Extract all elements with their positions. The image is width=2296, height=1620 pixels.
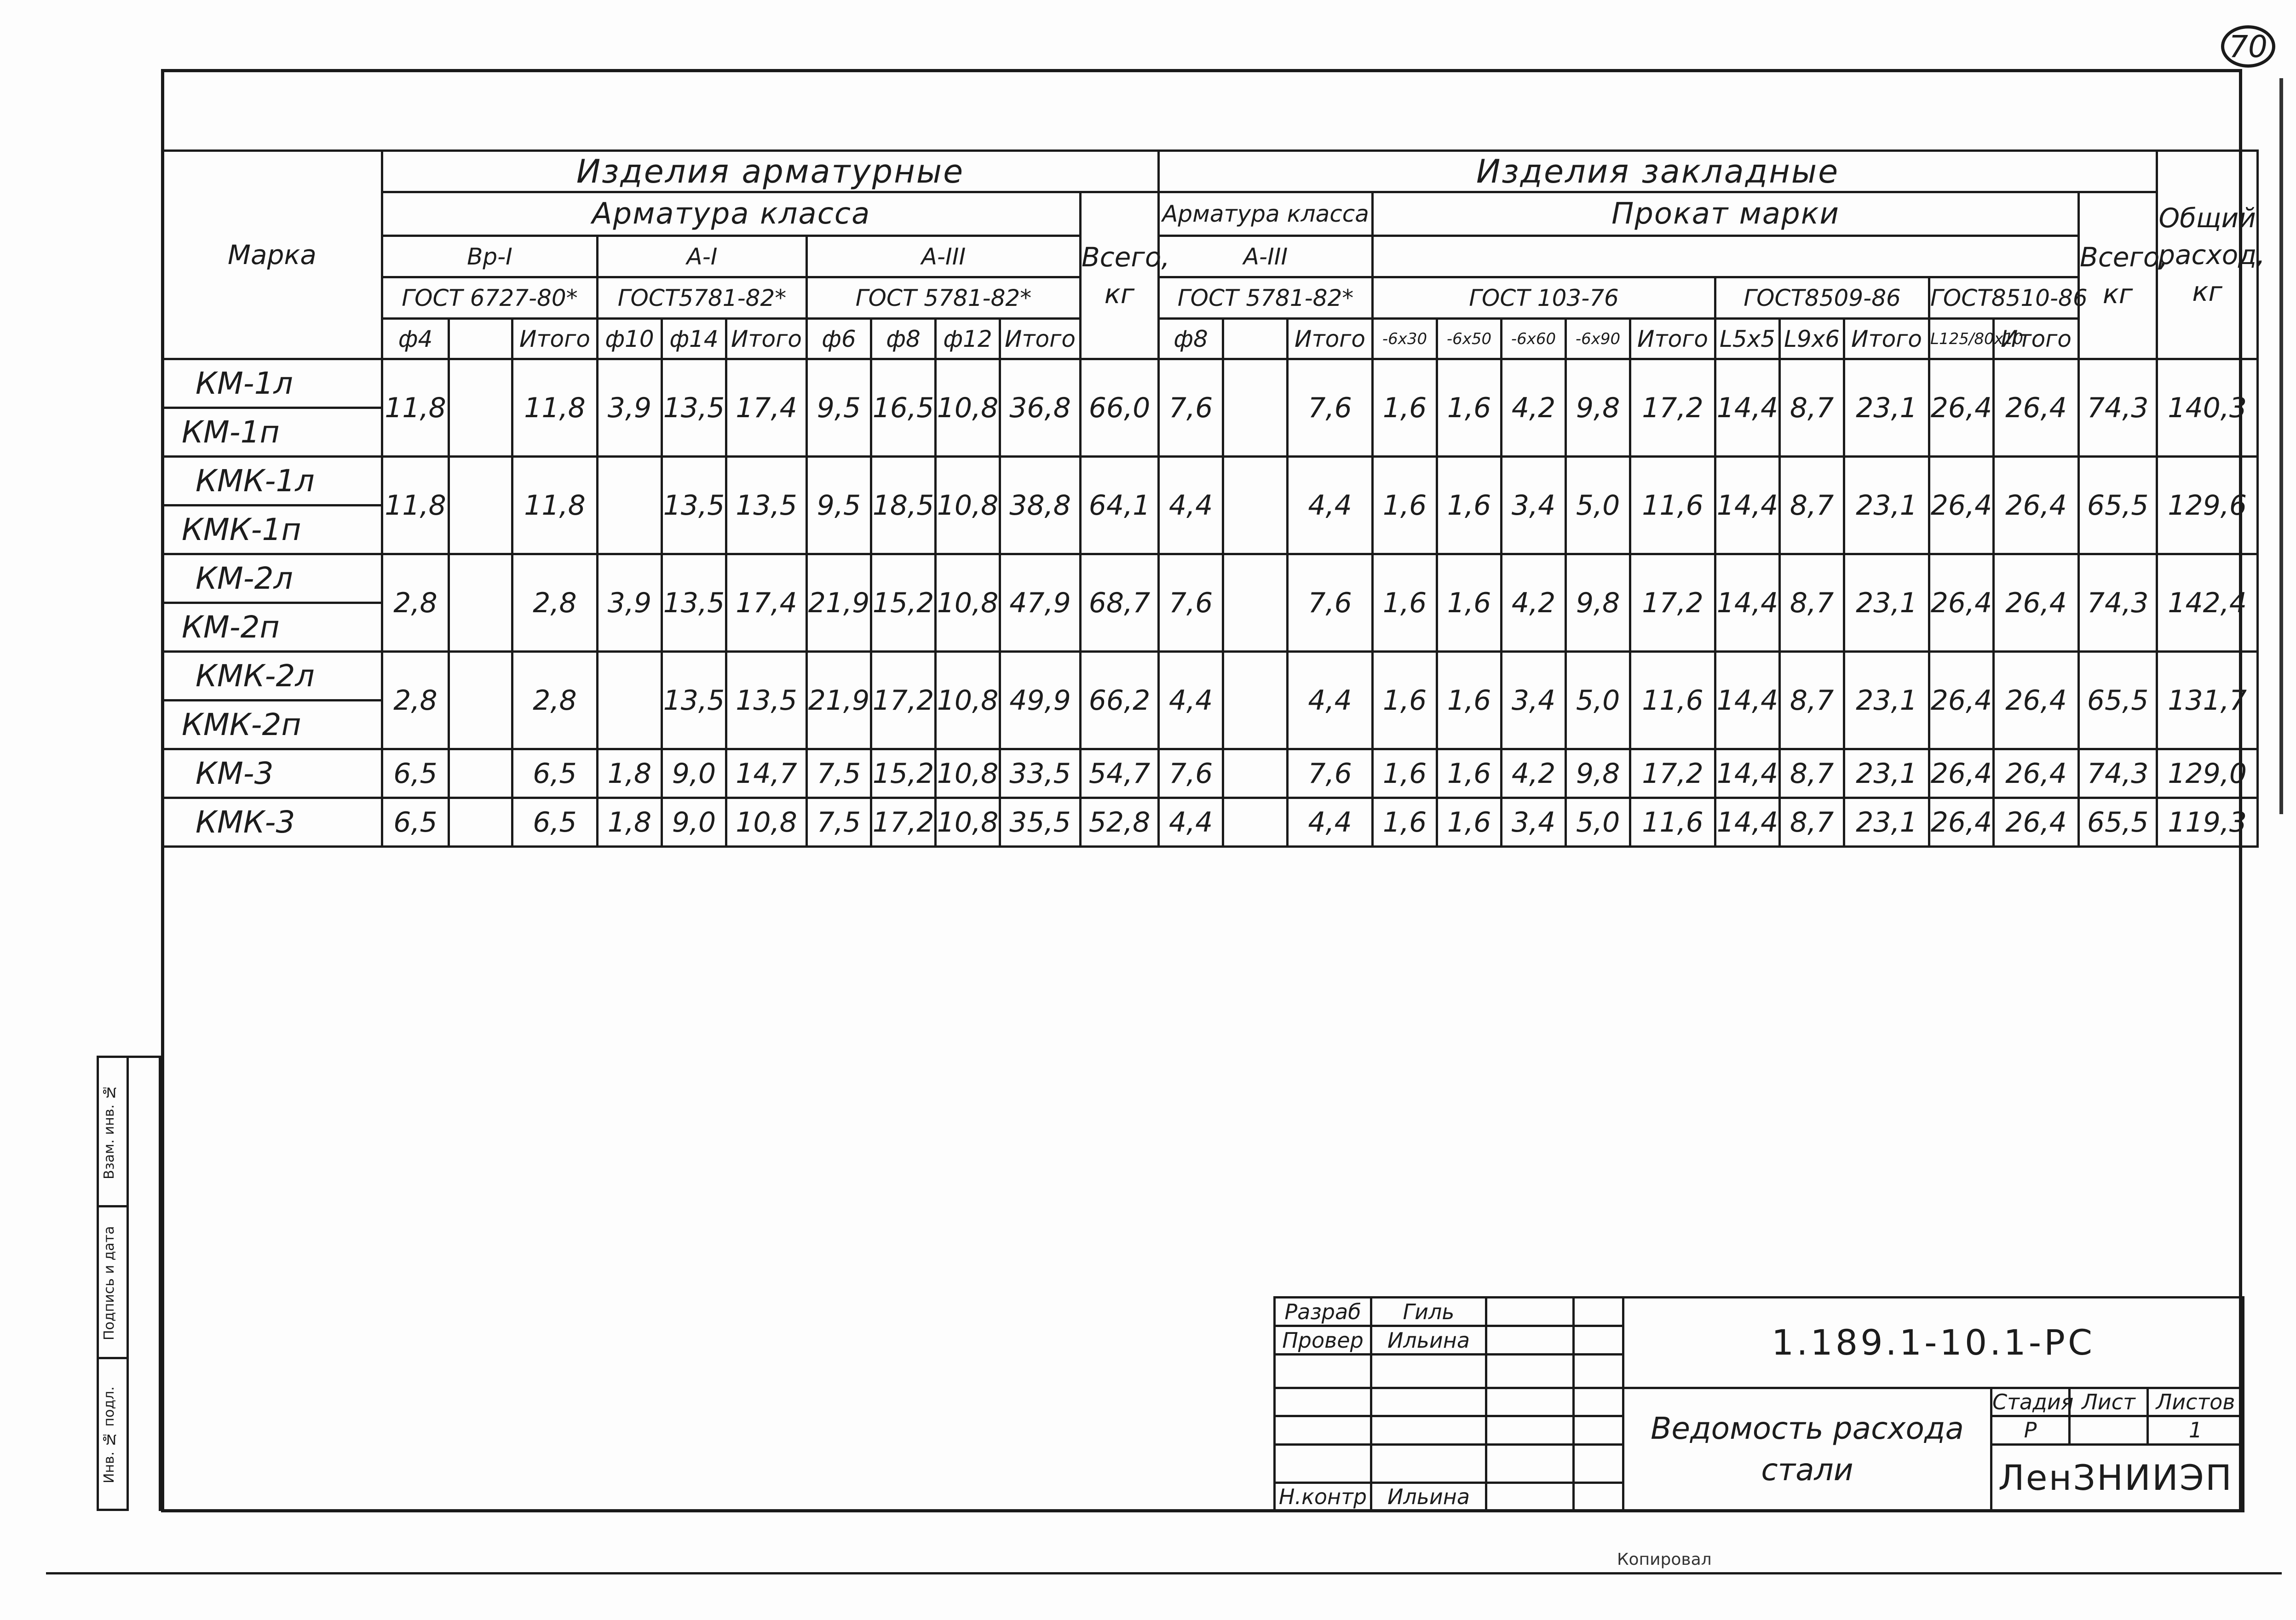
mark-cell: КМ-2л <box>162 554 382 603</box>
document-designation: 1.189.1-10.1-РС <box>1623 1298 2244 1388</box>
value-cell: 3,9 <box>598 554 662 652</box>
mark-cell: КМК-3 <box>162 798 382 847</box>
name-cell: Ильина <box>1371 1326 1486 1355</box>
value-cell: 21,9 <box>807 652 871 749</box>
table-row <box>162 457 2258 506</box>
sub-header-cell <box>1223 319 1288 359</box>
value-cell: 140,3 <box>2157 359 2258 457</box>
sheets-value: 1 <box>2148 1416 2244 1444</box>
signature-cell <box>1486 1388 1574 1416</box>
value-cell: 21,9 <box>807 554 871 652</box>
date-cell <box>1574 1326 1623 1355</box>
value-cell: 129,0 <box>2157 749 2258 798</box>
value-cell <box>449 652 512 749</box>
value-cell: 4,4 <box>1159 457 1223 554</box>
value-cell: 17,2 <box>871 652 936 749</box>
value-cell: 66,2 <box>1081 652 1159 749</box>
gost-6727: ГОСТ 6727-80* <box>382 277 598 319</box>
value-cell: 26,4 <box>1929 359 1994 457</box>
value-cell: 7,6 <box>1288 359 1373 457</box>
value-cell: 15,2 <box>871 554 936 652</box>
date-cell <box>1574 1482 1623 1511</box>
rebar-class-header: Арматура класса <box>382 192 1081 236</box>
gost-5781-a: ГОСТ5781-82* <box>598 277 807 319</box>
value-cell: 11,8 <box>382 457 449 554</box>
value-cell: 6,5 <box>512 749 598 798</box>
value-cell: 13,5 <box>662 457 726 554</box>
value-cell: 68,7 <box>1081 554 1159 652</box>
class-vr1: Вр-I <box>382 236 598 277</box>
value-cell: 35,5 <box>1000 798 1081 847</box>
mark-header: Марка <box>162 151 382 359</box>
value-cell: 65,5 <box>2079 798 2157 847</box>
stage-value: Р <box>1991 1416 2070 1444</box>
value-cell: 131,7 <box>2157 652 2258 749</box>
sub-header-cell: Итого <box>726 319 807 359</box>
value-cell: 52,8 <box>1081 798 1159 847</box>
value-cell: 11,8 <box>512 359 598 457</box>
value-cell: 2,8 <box>512 554 598 652</box>
value-cell: 9,5 <box>807 457 871 554</box>
value-cell: 26,4 <box>1994 457 2079 554</box>
value-cell: 8,7 <box>1780 652 1844 749</box>
role-cell <box>1275 1355 1371 1388</box>
value-cell: 14,4 <box>1715 749 1780 798</box>
side-stamp-cell <box>97 1359 129 1511</box>
table-row <box>162 359 2258 408</box>
value-cell: 3,9 <box>598 359 662 457</box>
value-cell: 7,6 <box>1159 749 1223 798</box>
value-cell: 9,8 <box>1566 554 1630 652</box>
role-cell <box>1275 1388 1371 1416</box>
gost-103: ГОСТ 103-76 <box>1373 277 1715 319</box>
value-cell: 10,8 <box>936 652 1000 749</box>
value-cell: 11,6 <box>1630 652 1715 749</box>
side-stamp-cell <box>97 1056 129 1207</box>
sub-header-cell: Итого <box>1994 319 2079 359</box>
signature-cell <box>1486 1482 1574 1511</box>
embedded-total-kg-header: Всего, кг <box>2079 192 2157 359</box>
value-cell: 1,6 <box>1437 457 1502 554</box>
value-cell: 14,4 <box>1715 798 1780 847</box>
value-cell: 26,4 <box>1994 554 2079 652</box>
value-cell: 10,8 <box>936 798 1000 847</box>
value-cell <box>598 457 662 554</box>
value-cell: 1,8 <box>598 749 662 798</box>
sub-header-cell: ф6 <box>807 319 871 359</box>
sub-header-cell: -6х90 <box>1566 319 1630 359</box>
date-cell <box>1574 1444 1623 1482</box>
side-stamp <box>97 1056 161 1511</box>
value-cell: 74,3 <box>2079 359 2157 457</box>
sub-header-cell: -6х30 <box>1373 319 1437 359</box>
value-cell: 47,9 <box>1000 554 1081 652</box>
value-cell: 1,6 <box>1373 749 1437 798</box>
value-cell: 66,0 <box>1081 359 1159 457</box>
value-cell: 4,4 <box>1159 652 1223 749</box>
class-a1: А-I <box>598 236 807 277</box>
copied-by-label: Копировал <box>1617 1550 1712 1569</box>
value-cell: 1,6 <box>1373 652 1437 749</box>
value-cell: 1,6 <box>1373 457 1437 554</box>
value-cell <box>1223 798 1288 847</box>
table-row <box>162 749 2258 798</box>
gost-8510: ГОСТ8510-86 <box>1929 277 2079 319</box>
rebar-products-header: Изделия арматурные <box>382 151 1159 192</box>
value-cell: 49,9 <box>1000 652 1081 749</box>
value-cell: 9,5 <box>807 359 871 457</box>
name-cell <box>1371 1416 1486 1444</box>
document-title: Ведомость расхода стали <box>1623 1388 1991 1511</box>
role-cell <box>1275 1416 1371 1444</box>
value-cell: 7,6 <box>1288 554 1373 652</box>
value-cell: 1,6 <box>1373 359 1437 457</box>
value-cell: 10,8 <box>936 457 1000 554</box>
table-row <box>162 652 2258 701</box>
value-cell: 26,4 <box>1994 749 2079 798</box>
value-cell: 5,0 <box>1566 652 1630 749</box>
value-cell <box>598 652 662 749</box>
value-cell: 4,4 <box>1159 798 1223 847</box>
value-cell: 13,5 <box>726 652 807 749</box>
value-cell: 33,5 <box>1000 749 1081 798</box>
value-cell: 26,4 <box>1994 652 2079 749</box>
value-cell: 1,6 <box>1373 554 1437 652</box>
sub-header-cell: L5х5 <box>1715 319 1780 359</box>
value-cell: 17,2 <box>1630 359 1715 457</box>
value-cell <box>449 359 512 457</box>
sheet-value <box>2070 1416 2148 1444</box>
stage-label: Стадия <box>1991 1388 2070 1416</box>
value-cell: 14,4 <box>1715 652 1780 749</box>
signature-row <box>1275 1298 2244 1326</box>
value-cell: 74,3 <box>2079 749 2157 798</box>
mark-cell: КМК-1п <box>162 506 382 554</box>
inventory-number-label: Инв. № подл. <box>101 1386 117 1484</box>
class-a3-embedded: А-III <box>1159 236 1373 277</box>
sub-header-cell: Итого <box>1000 319 1081 359</box>
sheet-label: Лист <box>2070 1388 2148 1416</box>
value-cell: 9,0 <box>662 798 726 847</box>
value-cell: 14,4 <box>1715 457 1780 554</box>
class-a3: А-III <box>807 236 1081 277</box>
value-cell: 5,0 <box>1566 798 1630 847</box>
value-cell: 11,6 <box>1630 798 1715 847</box>
value-cell: 26,4 <box>1929 798 1994 847</box>
value-cell: 64,1 <box>1081 457 1159 554</box>
value-cell: 8,7 <box>1780 457 1844 554</box>
sub-header-cell: Итого <box>1630 319 1715 359</box>
sub-header-cell: L125/80х10 <box>1929 319 1994 359</box>
name-cell: Ильина <box>1371 1482 1486 1511</box>
sub-header-cell: ф8 <box>871 319 936 359</box>
value-cell: 7,5 <box>807 798 871 847</box>
value-cell: 1,8 <box>598 798 662 847</box>
value-cell: 26,4 <box>1994 359 2079 457</box>
mark-cell: КМК-2п <box>162 701 382 749</box>
page-number: 70 <box>2221 25 2275 68</box>
title-block <box>1273 1296 2244 1512</box>
value-cell: 6,5 <box>512 798 598 847</box>
value-cell: 7,6 <box>1288 749 1373 798</box>
date-cell <box>1574 1298 1623 1326</box>
value-cell <box>449 749 512 798</box>
value-cell: 2,8 <box>512 652 598 749</box>
mark-cell: КМК-1л <box>162 457 382 506</box>
value-cell: 15,2 <box>871 749 936 798</box>
value-cell: 23,1 <box>1844 749 1929 798</box>
signature-cell <box>1486 1416 1574 1444</box>
name-cell <box>1371 1355 1486 1388</box>
embedded-rebar-class-header: Арматура класса <box>1159 192 1373 236</box>
value-cell: 8,7 <box>1780 554 1844 652</box>
sub-header-cell: Итого <box>512 319 598 359</box>
value-cell: 11,6 <box>1630 457 1715 554</box>
mark-cell: КМ-3 <box>162 749 382 798</box>
sub-header-cell: ф8 <box>1159 319 1223 359</box>
steel-consumption-table <box>161 149 2265 848</box>
value-cell: 8,7 <box>1780 359 1844 457</box>
name-cell <box>1371 1388 1486 1416</box>
date-cell <box>1574 1355 1623 1388</box>
value-cell: 119,3 <box>2157 798 2258 847</box>
gost-5781-b: ГОСТ 5781-82* <box>807 277 1081 319</box>
replacement-inventory-label: Взам. инв. № <box>101 1084 117 1179</box>
mark-cell: КМ-1л <box>162 359 382 408</box>
name-cell <box>1371 1444 1486 1482</box>
value-cell: 54,7 <box>1081 749 1159 798</box>
value-cell: 6,5 <box>382 798 449 847</box>
value-cell: 13,5 <box>662 554 726 652</box>
value-cell: 4,2 <box>1502 749 1566 798</box>
value-cell: 26,4 <box>1929 749 1994 798</box>
date-cell <box>1574 1388 1623 1416</box>
value-cell <box>449 457 512 554</box>
mark-cell: КМК-2л <box>162 652 382 701</box>
value-cell: 26,4 <box>1929 457 1994 554</box>
value-cell: 23,1 <box>1844 554 1929 652</box>
value-cell: 13,5 <box>726 457 807 554</box>
value-cell: 3,4 <box>1502 652 1566 749</box>
value-cell: 6,5 <box>382 749 449 798</box>
value-cell: 4,2 <box>1502 359 1566 457</box>
value-cell: 10,8 <box>936 749 1000 798</box>
value-cell: 142,4 <box>2157 554 2258 652</box>
value-cell: 1,6 <box>1437 749 1502 798</box>
value-cell: 26,4 <box>1929 554 1994 652</box>
sheet-edge-mark <box>2279 78 2283 814</box>
value-cell: 3,4 <box>1502 457 1566 554</box>
value-cell: 9,8 <box>1566 359 1630 457</box>
value-cell: 1,6 <box>1437 359 1502 457</box>
rolled-brand-header: Прокат марки <box>1373 192 2079 236</box>
value-cell: 1,6 <box>1437 554 1502 652</box>
trim-line <box>46 1572 2282 1574</box>
value-cell: 16,5 <box>871 359 936 457</box>
sub-header-cell: Итого <box>1288 319 1373 359</box>
value-cell: 17,4 <box>726 554 807 652</box>
signature-cell <box>1486 1326 1574 1355</box>
value-cell: 10,8 <box>936 554 1000 652</box>
embedded-products-header: Изделия закладные <box>1159 151 2157 192</box>
side-stamp-cell <box>97 1207 129 1359</box>
value-cell: 23,1 <box>1844 652 1929 749</box>
value-cell <box>1223 554 1288 652</box>
sub-header-cell: -6х50 <box>1437 319 1502 359</box>
value-cell: 2,8 <box>382 652 449 749</box>
value-cell: 17,4 <box>726 359 807 457</box>
sub-header-cell <box>449 319 512 359</box>
value-cell: 4,4 <box>1288 652 1373 749</box>
value-cell: 7,5 <box>807 749 871 798</box>
value-cell: 26,4 <box>1994 798 2079 847</box>
value-cell: 17,2 <box>871 798 936 847</box>
value-cell: 17,2 <box>1630 749 1715 798</box>
sub-header-cell: ф12 <box>936 319 1000 359</box>
value-cell: 1,6 <box>1437 798 1502 847</box>
value-cell: 4,4 <box>1288 798 1373 847</box>
value-cell: 14,7 <box>726 749 807 798</box>
value-cell: 3,4 <box>1502 798 1566 847</box>
organization-name: ЛенЗНИИЭП <box>1991 1444 2244 1511</box>
value-cell: 8,7 <box>1780 798 1844 847</box>
value-cell: 7,6 <box>1159 359 1223 457</box>
value-cell: 7,6 <box>1159 554 1223 652</box>
name-cell: Гиль <box>1371 1298 1486 1326</box>
value-cell <box>1223 652 1288 749</box>
value-cell <box>449 798 512 847</box>
date-cell <box>1574 1416 1623 1444</box>
role-cell: Разраб <box>1275 1298 1371 1326</box>
value-cell: 38,8 <box>1000 457 1081 554</box>
value-cell: 26,4 <box>1929 652 1994 749</box>
value-cell: 4,4 <box>1288 457 1373 554</box>
value-cell: 129,6 <box>2157 457 2258 554</box>
table-row <box>162 798 2258 847</box>
sub-header-cell: Итого <box>1844 319 1929 359</box>
value-cell: 17,2 <box>1630 554 1715 652</box>
value-cell: 4,2 <box>1502 554 1566 652</box>
value-cell: 65,5 <box>2079 457 2157 554</box>
value-cell <box>449 554 512 652</box>
value-cell: 18,5 <box>871 457 936 554</box>
rolled-spacer <box>1373 236 2079 277</box>
value-cell: 23,1 <box>1844 457 1929 554</box>
value-cell: 2,8 <box>382 554 449 652</box>
role-cell: Провер <box>1275 1326 1371 1355</box>
value-cell: 9,0 <box>662 749 726 798</box>
sub-header-cell: ф14 <box>662 319 726 359</box>
value-cell: 65,5 <box>2079 652 2157 749</box>
mark-cell: КМ-2п <box>162 603 382 652</box>
signature-row <box>1275 1388 2244 1416</box>
signature-cell <box>1486 1355 1574 1388</box>
signature-cell <box>1486 1298 1574 1326</box>
value-cell: 13,5 <box>662 652 726 749</box>
sub-header-cell: -6х60 <box>1502 319 1566 359</box>
value-cell: 10,8 <box>936 359 1000 457</box>
overall-consumption-header: Общий расход, кг <box>2157 151 2258 359</box>
sub-header-cell: ф4 <box>382 319 449 359</box>
value-cell: 1,6 <box>1373 798 1437 847</box>
gost-8509: ГОСТ8509-86 <box>1715 277 1929 319</box>
value-cell: 11,8 <box>382 359 449 457</box>
value-cell: 36,8 <box>1000 359 1081 457</box>
value-cell: 1,6 <box>1437 652 1502 749</box>
role-cell <box>1275 1444 1371 1482</box>
value-cell <box>1223 359 1288 457</box>
table-row <box>162 554 2258 603</box>
value-cell: 10,8 <box>726 798 807 847</box>
value-cell <box>1223 749 1288 798</box>
value-cell <box>1223 457 1288 554</box>
value-cell: 23,1 <box>1844 798 1929 847</box>
side-stamp-value-column <box>129 1056 161 1511</box>
subheader-row <box>162 319 2258 359</box>
sub-header-cell: L9х6 <box>1780 319 1844 359</box>
value-cell: 14,4 <box>1715 554 1780 652</box>
value-cell: 11,8 <box>512 457 598 554</box>
value-cell: 8,7 <box>1780 749 1844 798</box>
value-cell: 23,1 <box>1844 359 1929 457</box>
signature-cell <box>1486 1444 1574 1482</box>
role-cell: Н.контр <box>1275 1482 1371 1511</box>
value-cell: 5,0 <box>1566 457 1630 554</box>
value-cell: 74,3 <box>2079 554 2157 652</box>
rebar-total-kg-header: Всего, кг <box>1081 192 1159 359</box>
mark-cell: КМ-1п <box>162 408 382 457</box>
value-cell: 9,8 <box>1566 749 1630 798</box>
sub-header-cell: ф10 <box>598 319 662 359</box>
signature-date-label: Подпись и дата <box>101 1226 117 1341</box>
value-cell: 13,5 <box>662 359 726 457</box>
sheets-label: Листов <box>2148 1388 2244 1416</box>
value-cell: 14,4 <box>1715 359 1780 457</box>
gost-5781-c: ГОСТ 5781-82* <box>1159 277 1373 319</box>
